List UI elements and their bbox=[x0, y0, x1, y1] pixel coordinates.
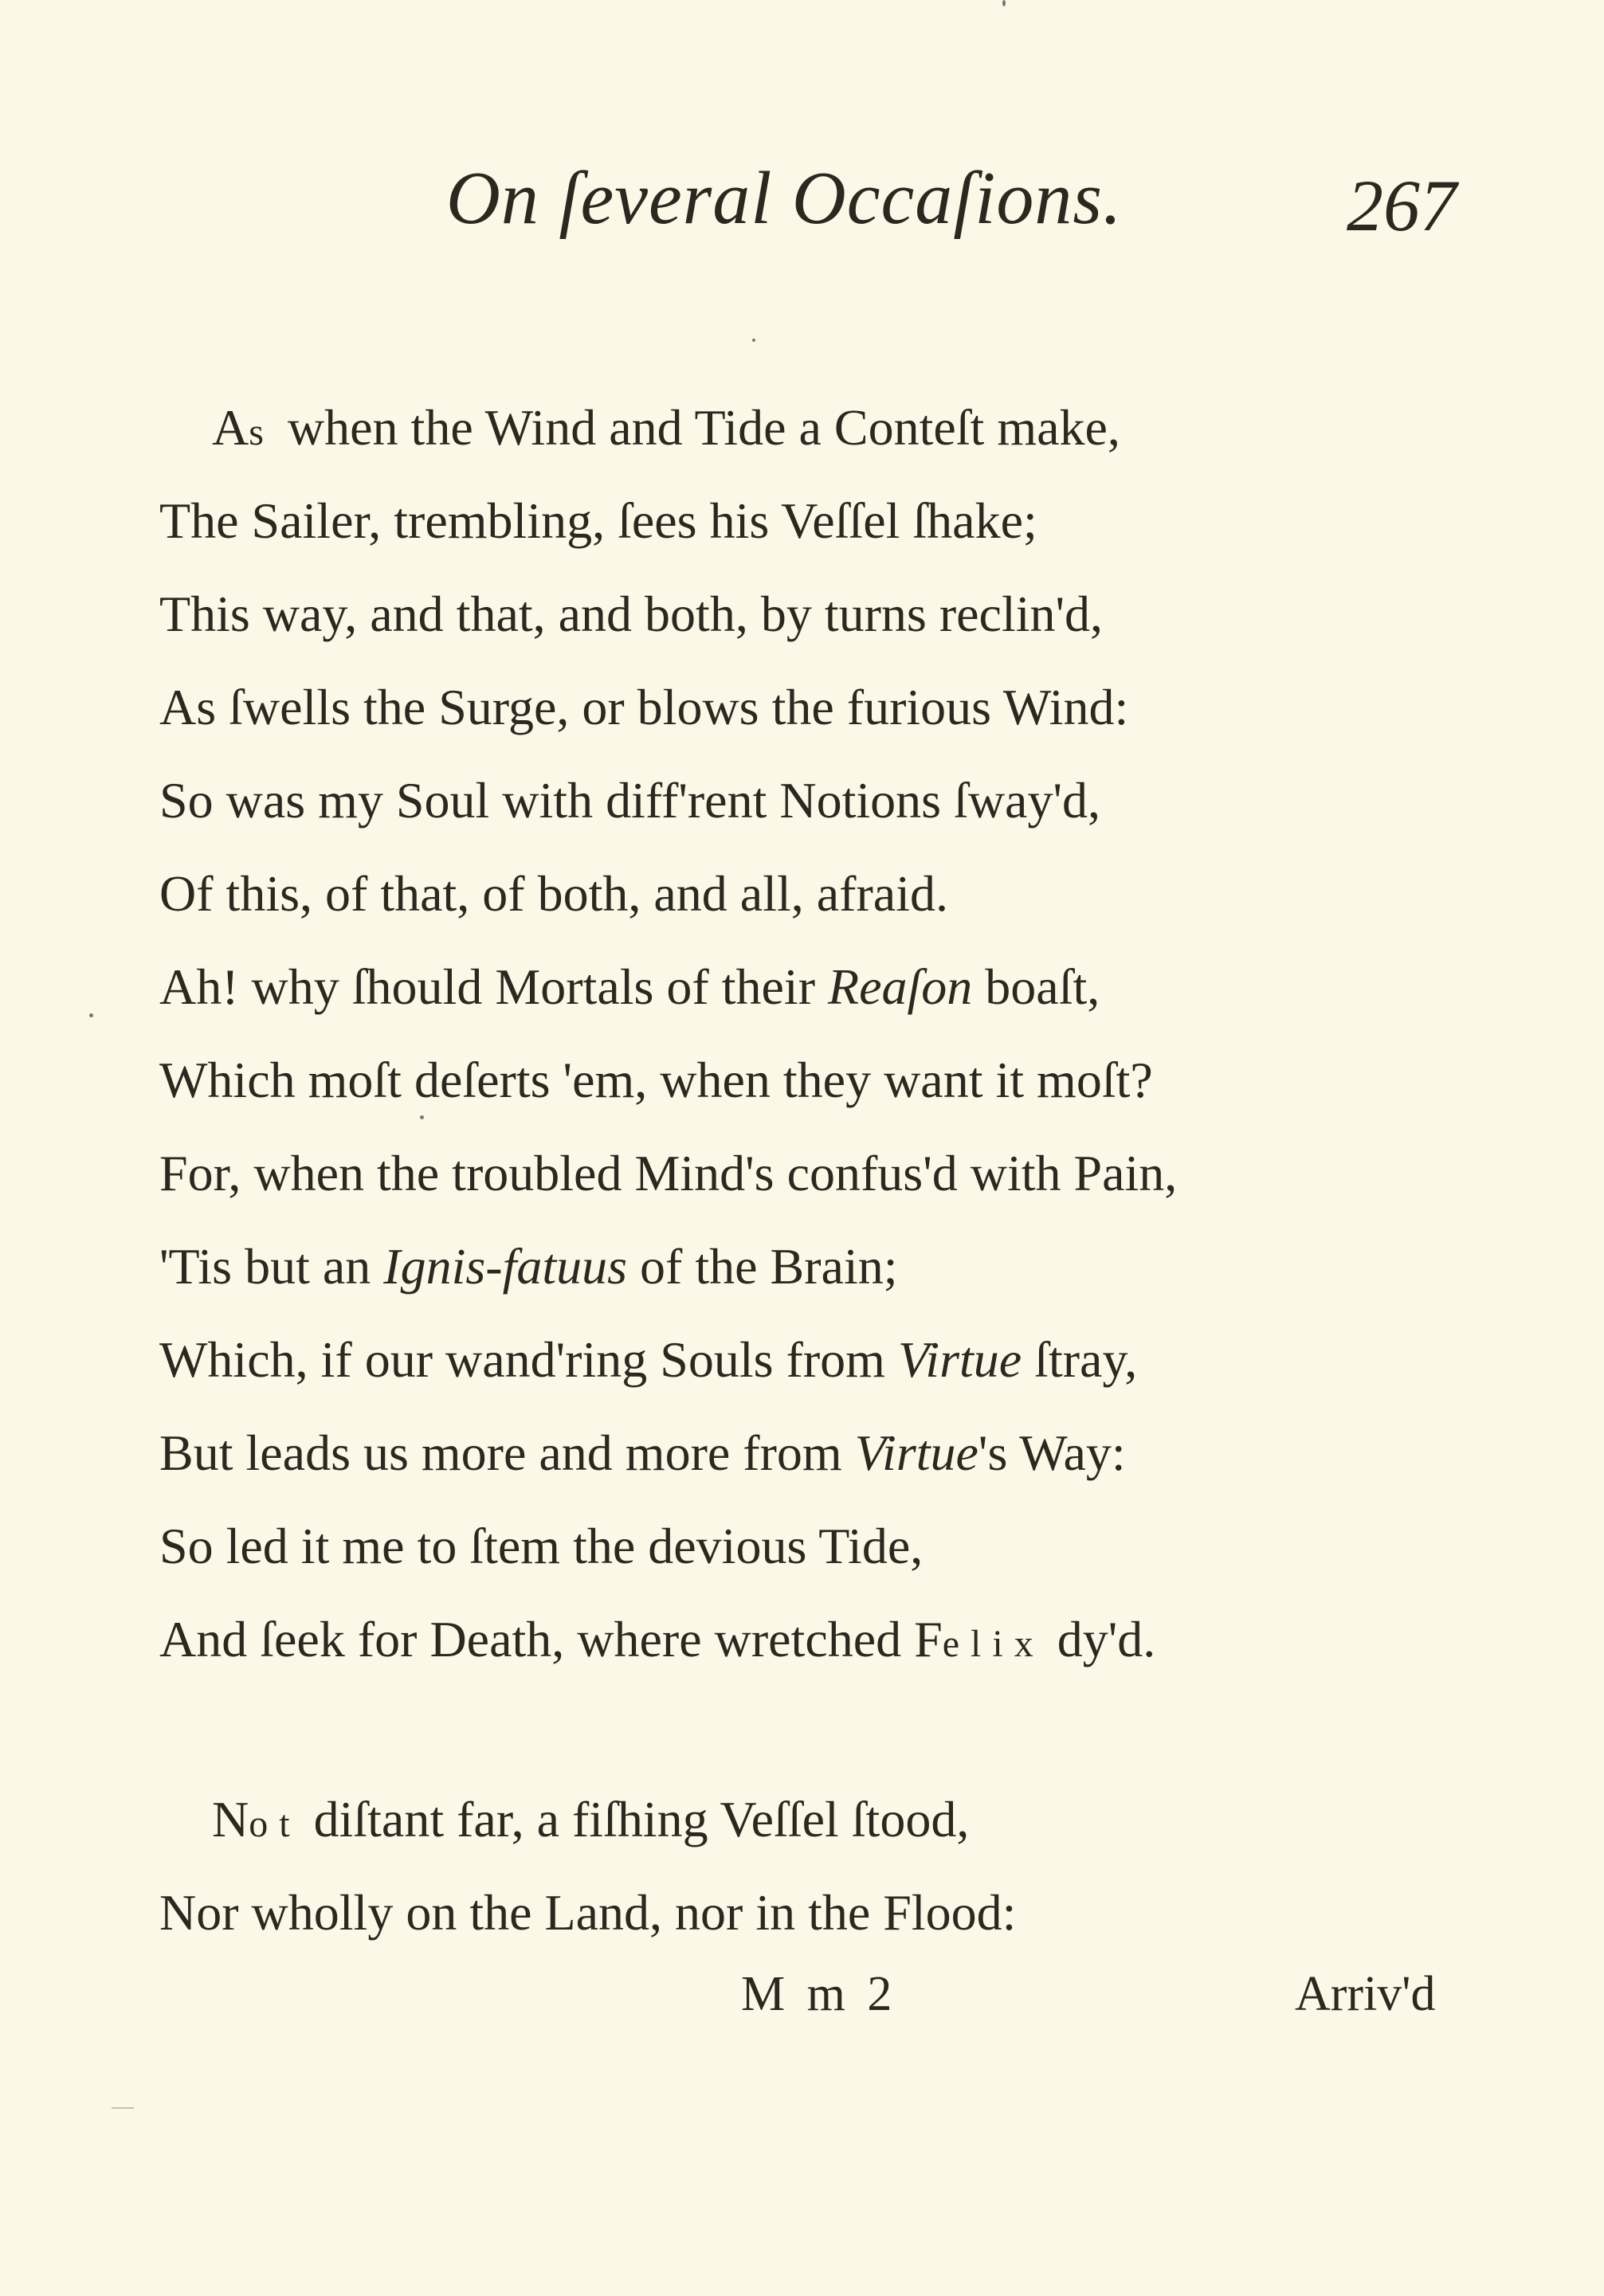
verse-line bbox=[159, 940, 1530, 1033]
verse-line bbox=[159, 381, 1530, 474]
verse-text: s bbox=[249, 411, 275, 453]
verse-text: Which moſt deſerts 'em, when they want it moſt? bbox=[159, 1052, 1153, 1108]
signature-mark: M m 2 bbox=[741, 1967, 897, 2021]
verse-line bbox=[159, 1499, 1530, 1593]
verse-text: Of this, of that, of both, and all, afraid. bbox=[159, 865, 948, 922]
verse-text: 's Way: bbox=[978, 1424, 1126, 1481]
verse-text: As ſwells the Surge, or blows the furious Wind: bbox=[159, 679, 1129, 735]
verse-text: Which, if our wand'ring Souls from bbox=[159, 1331, 898, 1388]
verse-text: The Sailer, trembling, ſees his Veſſel ſhake; bbox=[159, 492, 1037, 549]
verse-line bbox=[159, 660, 1530, 754]
verse-text: diſtant far, a fiſhing Veſſel ſtood, bbox=[300, 1791, 970, 1847]
catchword: Arriv'd bbox=[1295, 1967, 1436, 2021]
verse-text: For, when the troubled Mind's confus'd with Pain, bbox=[159, 1145, 1178, 1201]
verse-line bbox=[159, 1593, 1530, 1686]
verse-text: of the Brain; bbox=[627, 1238, 898, 1295]
verse-line bbox=[159, 1773, 1530, 1866]
verse-text: Nor wholly on the Land, nor in the Flood: bbox=[159, 1884, 1017, 1941]
verse-text: A bbox=[212, 399, 249, 456]
verse-text: This way, and that, and both, by turns reclin'd, bbox=[159, 586, 1104, 642]
ink-speck bbox=[420, 1115, 424, 1119]
ink-speck bbox=[89, 1013, 93, 1017]
verse-text: So led it me to ſtem the devious Tide, bbox=[159, 1518, 924, 1574]
verse-text: N bbox=[212, 1791, 249, 1847]
verse-text: when the Wind and Tide a Conteſt make, bbox=[274, 399, 1120, 456]
paper-mark bbox=[112, 2107, 134, 2109]
page-number: 267 bbox=[1347, 165, 1457, 246]
verse-line bbox=[159, 847, 1530, 940]
verse-line bbox=[159, 1406, 1530, 1499]
verse-text: And ſeek for Death, where wretched bbox=[159, 1611, 915, 1667]
page-footer bbox=[0, 1966, 1604, 2046]
verse-text: Ah! why ſhould Mortals of their bbox=[159, 958, 828, 1015]
verse-text: Virtue bbox=[897, 1331, 1022, 1388]
running-title: On ſeveral Occaſions. bbox=[446, 157, 1123, 240]
verse-text: dy'd. bbox=[1044, 1611, 1156, 1667]
verse-line bbox=[159, 567, 1530, 660]
verse-text: But leads us more and more from bbox=[159, 1424, 855, 1481]
verse-text: ot bbox=[249, 1803, 301, 1845]
verse-line bbox=[159, 1313, 1530, 1406]
verse-line bbox=[159, 754, 1530, 847]
ink-speck bbox=[752, 339, 755, 342]
verse-line bbox=[159, 474, 1530, 567]
verse-line bbox=[159, 1033, 1530, 1126]
stanza-2 bbox=[159, 1773, 1530, 1959]
verse-line bbox=[159, 1220, 1530, 1313]
stanza-1 bbox=[159, 381, 1530, 1686]
verse-text: Virtue bbox=[854, 1424, 978, 1481]
ink-speck bbox=[1002, 0, 1006, 6]
verse-text: elix bbox=[942, 1623, 1045, 1665]
verse-text: F bbox=[914, 1611, 943, 1667]
verse-text: ſtray, bbox=[1022, 1331, 1138, 1388]
verse-text: boaſt, bbox=[972, 958, 1100, 1015]
verse-text: Ignis-fatuus bbox=[383, 1238, 628, 1295]
verse-line bbox=[159, 1866, 1530, 1959]
verse-text: So was my Soul with diff'rent Notions ſway'd, bbox=[159, 772, 1100, 829]
verse-text: 'Tis but an bbox=[159, 1238, 384, 1295]
verse-line bbox=[159, 1126, 1530, 1220]
verse-text: Reaſon bbox=[828, 958, 973, 1015]
